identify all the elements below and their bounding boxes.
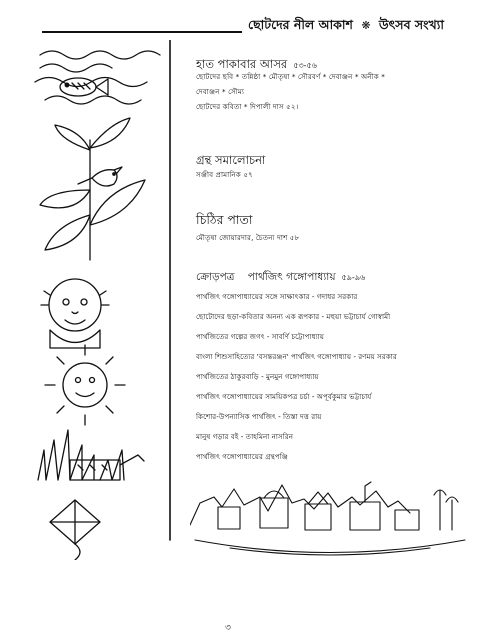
list-item: মানুষ গড়ার বই - তাহমিনা নাসরিন — [196, 432, 294, 441]
list-item: পার্থজিৎ গঙ্গোপাধ্যায়ের সাময়িকপত্র চর্চা - অপূর্বকুমার ভট্টাচার্য — [196, 392, 372, 401]
section-title-special — [196, 270, 365, 287]
list-item: দেবাঞ্জন * সৌম্য — [196, 87, 245, 96]
section-pages: ৫৩-৫৬ — [293, 61, 317, 70]
list-item: কিশোর-উপন্যাসিক পার্থজিৎ - তিস্তা দত্ত রায় — [196, 412, 322, 421]
decorative-illustration — [30, 40, 180, 560]
kite-drawing — [50, 500, 100, 560]
page-number: ৩ — [225, 623, 231, 633]
list-item: পার্থজিৎ গঙ্গোপাধ্যায়ের সঙ্গে সাক্ষাৎকার - গদাধর সরকার — [196, 292, 358, 301]
section-title-book-review: গ্রন্থ সমালোচনা — [196, 153, 266, 167]
list-item: পার্থজিৎ গঙ্গোপাধ্যায়ের গ্রন্থপঞ্জি — [196, 452, 288, 461]
section-title-letters: চিঠির পাতা — [196, 212, 253, 227]
list-item: বাংলা শিশুসাহিত্যের 'বসন্তরঞ্জন' পার্থজিৎ গঙ্গোপাধ্যায় - রণময় সরকার — [196, 352, 397, 361]
sun-drawing — [45, 345, 125, 425]
supplement-label: ক্রোড়পত্র — [196, 271, 235, 283]
magazine-title: ছোটদের নীল আকাশ — [248, 17, 353, 32]
section-pages: ৫৯-৯৬ — [341, 273, 366, 282]
header-separator: ❋ — [361, 19, 371, 32]
page-header — [248, 17, 444, 37]
list-item: মৌতৃষা জোয়ারদার, চৈতন্য দাশ ৫৮ — [196, 233, 300, 242]
list-item: পার্থজিতের ঠাকুরবাড়ি - মুনমুন গঙ্গোপাধ্যায় — [196, 372, 319, 381]
bird-leaves-drawing — [40, 118, 145, 260]
issue-title: উৎসব সংখ্যা — [378, 17, 444, 32]
list-item: ছোটদের কবিতা * দিপালী দাস ৫২। — [196, 102, 299, 111]
supplement-title: পার্থজিৎ গঙ্গোপাধ্যায় — [247, 271, 336, 283]
list-item: ছোটদের ছবি * তন্নিষ্ঠা * মৌতৃষা * সৌরবর্ণ * দেবাঞ্জন * অনীক * — [196, 72, 385, 81]
face-drawing — [41, 279, 109, 348]
grass-drawing — [38, 430, 144, 480]
list-item: ছোটোদের ছড়া-কবিতার অনন্য এক রূপকার - মহুয়া ভট্টাচার্য গোস্বামী — [196, 312, 391, 321]
section-title-handiwork: হাত পাকাবার আসর ৫৩-৫৬ — [196, 57, 317, 71]
header-rule — [42, 31, 242, 33]
fish-waves-drawing — [35, 51, 160, 104]
list-item: সঞ্জীব প্রামানিক ৫৭ — [196, 170, 253, 179]
list-item: পার্থজিতের গল্পের জগৎ - সাবর্ণি চট্টোপাধ্যায় — [196, 332, 325, 341]
